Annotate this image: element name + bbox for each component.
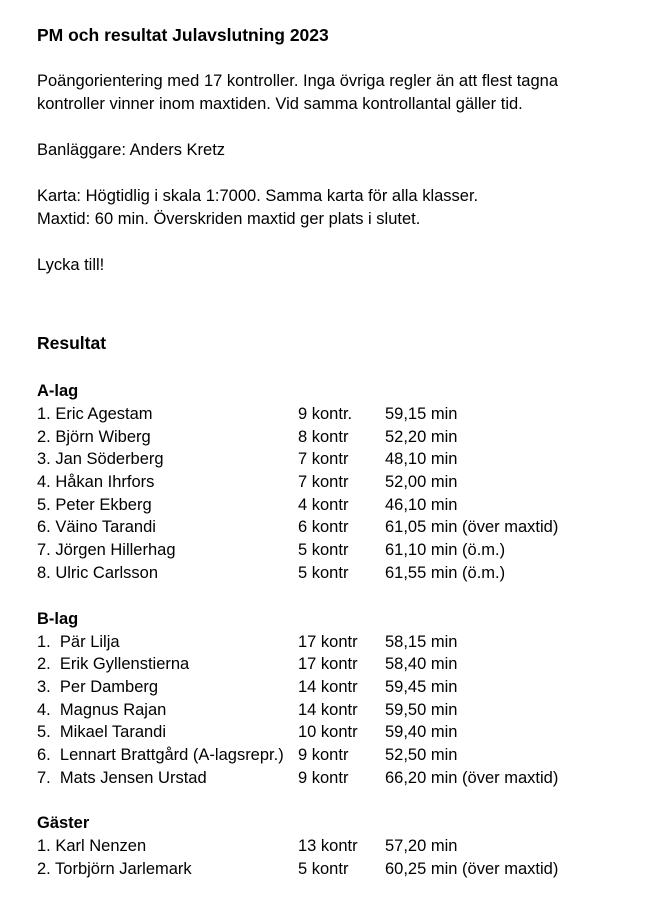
control-count: 17 kontr (298, 655, 358, 674)
run-time: 57,20 min (385, 837, 458, 856)
result-row (37, 494, 657, 517)
control-count: 5 kontr (298, 860, 349, 878)
group-heading-a-lag: A-lag (37, 382, 79, 400)
run-time: 59,50 min (385, 700, 458, 719)
result-row (37, 721, 657, 744)
runner-name: 1. Karl Nenzen (37, 837, 147, 856)
control-count: 9 kontr. (298, 405, 353, 423)
result-row (37, 403, 657, 426)
intro-line-2: kontroller vinner inom maxtiden. Vid samma kontrollantal gäller tid. (37, 95, 523, 113)
runner-name: 6. Väino Tarandi (37, 518, 156, 537)
runner-name: 2. Erik Gyllenstierna (37, 655, 190, 674)
run-time: 61,55 min (ö.m.) (385, 563, 506, 582)
control-count: 4 kontr (298, 495, 349, 514)
run-time: 59,40 min (385, 723, 458, 742)
control-count: 14 kontr (298, 677, 358, 696)
course-setter: Banläggare: Anders Kretz (37, 141, 226, 159)
runner-name: 5. Peter Ekberg (37, 495, 152, 514)
result-row (37, 676, 657, 699)
runner-name: 3. Per Damberg (37, 677, 159, 696)
result-row (37, 562, 657, 585)
runner-name: 8. Ulric Carlsson (37, 563, 159, 582)
runner-name: 3. Jan Söderberg (37, 450, 164, 469)
control-count: 6 kontr (298, 518, 349, 537)
result-row (37, 539, 657, 562)
good-luck: Lycka till! (37, 256, 105, 274)
runner-name: 5. Mikael Tarandi (37, 723, 167, 742)
result-row (37, 653, 657, 676)
runner-name: 2. Torbjörn Jarlemark (37, 860, 192, 878)
group-heading-gaster: Gäster (37, 814, 90, 833)
result-row (37, 426, 657, 449)
runner-name: 2. Björn Wiberg (37, 427, 151, 446)
control-count: 17 kontr (298, 632, 358, 651)
runner-name: 4. Håkan Ihrfors (37, 473, 155, 492)
result-row (37, 858, 657, 881)
results-list-gaster (37, 835, 657, 880)
control-count: 7 kontr (298, 473, 349, 492)
control-count: 14 kontr (298, 700, 358, 719)
run-time: 61,05 min (över maxtid) (385, 518, 559, 537)
run-time: 59,45 min (385, 677, 458, 696)
control-count: 8 kontr (298, 427, 349, 446)
runner-name: 1. Pär Lilja (37, 632, 120, 651)
result-row (37, 699, 657, 722)
result-row (37, 448, 657, 471)
runner-name: 1. Eric Agestam (37, 405, 153, 423)
run-time: 60,25 min (över maxtid) (385, 860, 559, 878)
control-count: 5 kontr (298, 541, 349, 560)
run-time: 52,50 min (385, 745, 458, 764)
run-time: 61,10 min (ö.m.) (385, 541, 506, 560)
run-time: 52,00 min (385, 473, 458, 492)
run-time: 52,20 min (385, 427, 458, 446)
result-row (37, 835, 657, 858)
results-heading: Resultat (37, 333, 107, 353)
control-count: 9 kontr (298, 745, 349, 764)
max-time-info: Maxtid: 60 min. Överskriden maxtid ger plats i slutet. (37, 210, 421, 228)
control-count: 10 kontr (298, 723, 358, 742)
intro-line-1: Poängorientering med 17 kontroller. Inga övriga regler än att flest tagna (37, 72, 558, 90)
run-time: 66,20 min (över maxtid) (385, 768, 559, 787)
run-time: 48,10 min (385, 450, 458, 469)
control-count: 9 kontr (298, 768, 349, 787)
document-title: PM och resultat Julavslutning 2023 (37, 25, 329, 45)
result-row (37, 471, 657, 494)
run-time: 58,40 min (385, 655, 458, 674)
control-count: 5 kontr (298, 563, 349, 582)
result-row (37, 516, 657, 539)
run-time: 46,10 min (385, 495, 458, 514)
run-time: 59,15 min (385, 405, 458, 423)
runner-name: 4. Magnus Rajan (37, 700, 167, 719)
run-time: 58,15 min (385, 632, 458, 651)
group-heading-b-lag: B-lag (37, 609, 79, 628)
result-row (37, 767, 657, 790)
runner-name: 7. Mats Jensen Urstad (37, 768, 207, 787)
runner-name: 7. Jörgen Hillerhag (37, 541, 176, 560)
result-row (37, 744, 657, 767)
results-list-b-lag (37, 631, 657, 790)
document-page (37, 24, 657, 881)
control-count: 13 kontr (298, 837, 358, 856)
control-count: 7 kontr (298, 450, 349, 469)
result-row (37, 631, 657, 654)
runner-name: 6. Lennart Brattgård (A-lagsrepr.) (37, 745, 284, 764)
results-list-a-lag (37, 403, 657, 585)
map-info: Karta: Högtidlig i skala 1:7000. Samma karta för alla klasser. (37, 187, 479, 205)
